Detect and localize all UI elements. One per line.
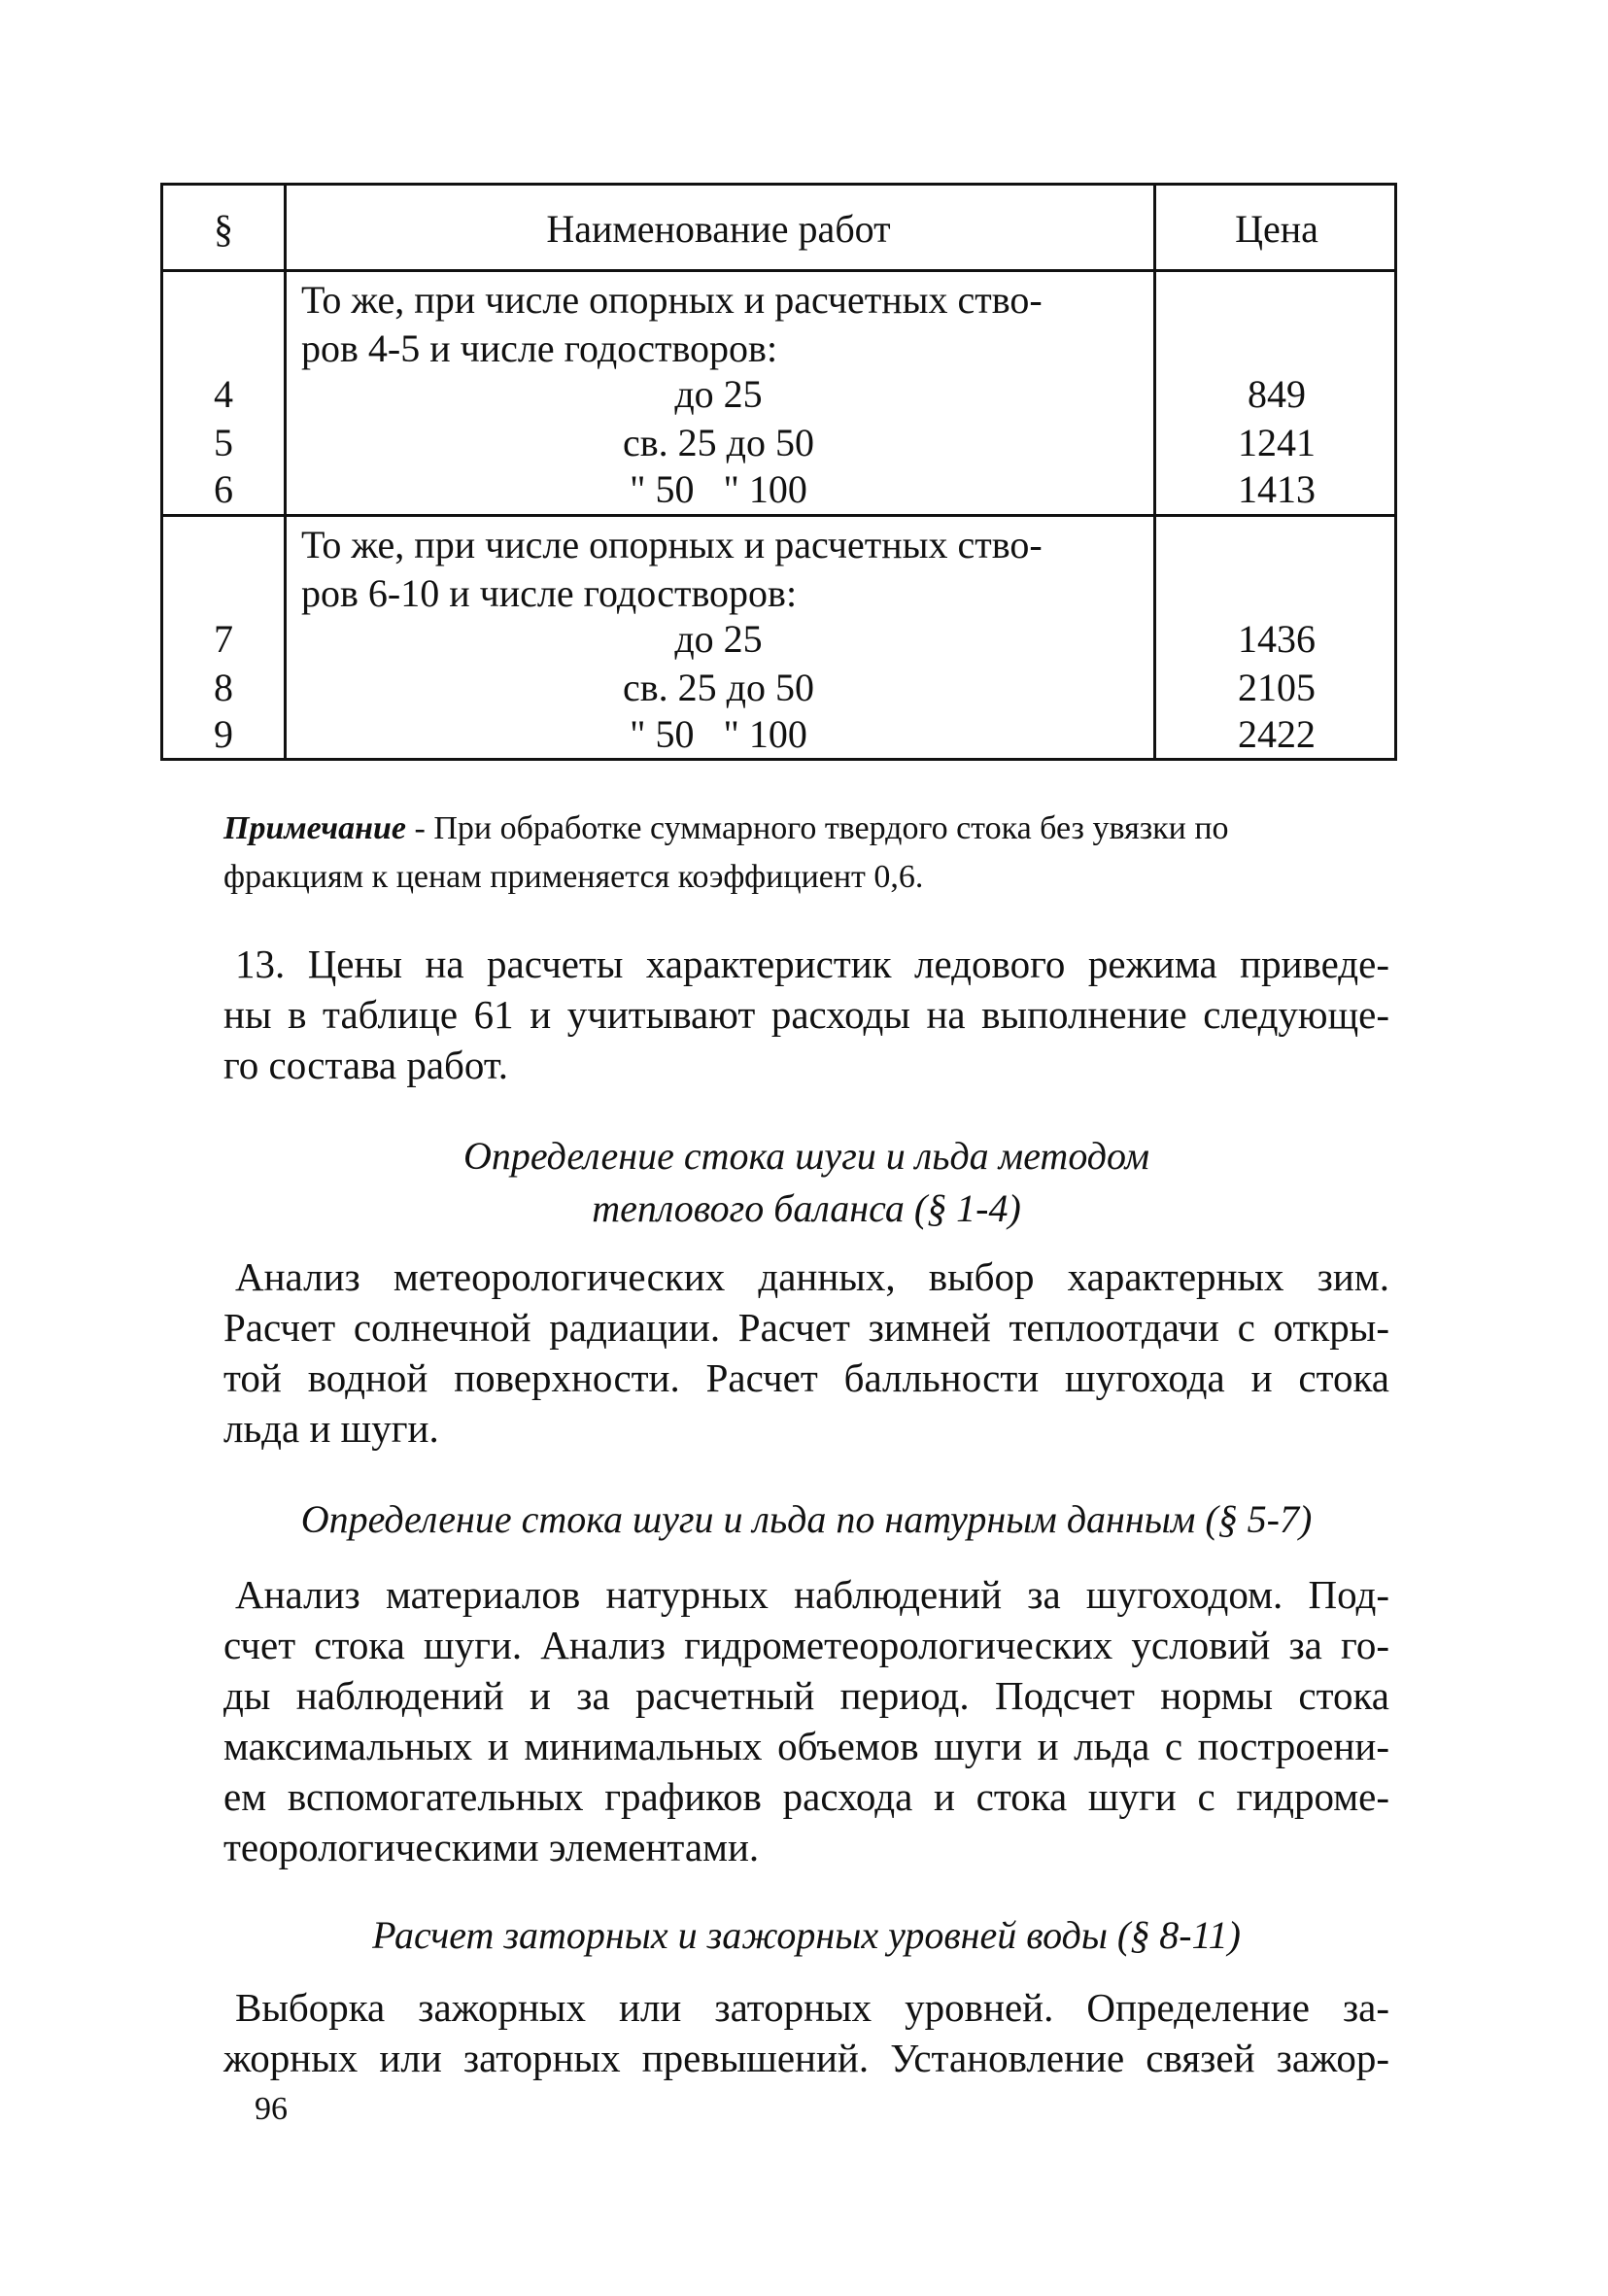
heading-line: Определение стока шуги и льда по натурным данным (§ 5-7) xyxy=(300,1497,1313,1541)
text-line: 13. Цены на расчеты характеристик ледового режима приведе- xyxy=(235,942,1389,986)
text-line: счет стока шуги. Анализ гидрометеорологических условий за го- xyxy=(223,1623,1389,1667)
description-line: То же, при числе опорных и расчетных ство- xyxy=(301,278,1043,322)
heading-line: Определение стока шуги и льда методом xyxy=(462,1134,1150,1178)
section-heading xyxy=(223,1909,1389,1962)
row-price: 2422 xyxy=(1238,712,1316,756)
row-number: 8 xyxy=(214,666,233,709)
text-line: жорных или заторных превышений. Установление связей зажор- xyxy=(223,2036,1389,2080)
row-price: 1413 xyxy=(1238,467,1316,511)
price-table xyxy=(160,183,1397,761)
heading-line: теплового баланса (§ 1-4) xyxy=(592,1186,1021,1230)
description-line: ров 6-10 и числе годостворов: xyxy=(301,571,798,615)
text-line: Анализ метеорологических данных, выбор характерных зим. xyxy=(235,1254,1389,1299)
section-paragraph xyxy=(223,1251,1389,1454)
row-number: 9 xyxy=(214,712,233,756)
group-description xyxy=(301,521,1146,618)
header-name: Наименование работ xyxy=(546,207,891,251)
header-price: Цена xyxy=(1235,207,1318,251)
row-number: 5 xyxy=(214,421,233,464)
heading-line: Расчет заторных и зажорных уровней воды (§ 8-11) xyxy=(372,1913,1241,1957)
text-line: теорологическими элементами. xyxy=(223,1825,760,1869)
row-price: 1436 xyxy=(1238,617,1316,661)
row-name: до 25 xyxy=(674,617,763,661)
text-line: ем вспомогательных графиков расхода и стока шуги с гидроме- xyxy=(223,1774,1389,1819)
text-line: максимальных и минимальных объемов шуги и льда с построени- xyxy=(223,1724,1389,1768)
row-name: св. 25 до 50 xyxy=(623,666,814,709)
row-name: " 50 " 100 xyxy=(630,467,807,511)
row-number: 7 xyxy=(214,617,233,661)
description-line: То же, при числе опорных и расчетных ство- xyxy=(301,523,1043,566)
note-line xyxy=(223,805,1389,853)
text-line: той водной поверхности. Расчет балльности шугохода и стока xyxy=(223,1355,1389,1400)
paragraph-13 xyxy=(223,939,1389,1090)
table-note xyxy=(223,805,1389,902)
section-paragraph xyxy=(223,1569,1389,1872)
row-price: 849 xyxy=(1248,372,1306,416)
group-description xyxy=(301,276,1146,373)
table-divider xyxy=(163,269,1394,272)
text-line: Расчет солнечной радиации. Расчет зимней теплоотдачи с откры- xyxy=(223,1305,1389,1350)
section-heading xyxy=(223,1130,1389,1235)
text-line: ды наблюдений и за расчетный период. Подсчет нормы стока xyxy=(223,1673,1389,1718)
row-price: 2105 xyxy=(1238,666,1316,709)
text-line: льда и шуги. xyxy=(223,1406,439,1451)
row-name: " 50 " 100 xyxy=(630,712,807,756)
row-name: св. 25 до 50 xyxy=(623,421,814,464)
note-text: - При обработке суммарного твердого стока без увязки по xyxy=(406,810,1229,846)
text-line: Выборка зажорных или заторных уровней. Определение за- xyxy=(235,1985,1389,2030)
row-price: 1241 xyxy=(1238,421,1316,464)
table-divider xyxy=(163,514,1394,517)
header-section: § xyxy=(214,207,233,251)
note-label: Примечание xyxy=(223,810,407,846)
text-line: го состава работ. xyxy=(223,1043,508,1087)
text-line: ны в таблице 61 и учитывают расходы на выполнение следующе- xyxy=(223,992,1389,1037)
text-line: Анализ материалов натурных наблюдений за шугоходом. Под- xyxy=(235,1572,1389,1617)
description-line: ров 4-5 и числе годостворов: xyxy=(301,326,778,370)
note-line: фракциям к ценам применяется коэффициент 0,6. xyxy=(223,859,924,895)
section-heading xyxy=(223,1493,1389,1546)
row-number: 4 xyxy=(214,372,233,416)
page-number: 96 xyxy=(255,2091,288,2127)
section-paragraph xyxy=(223,1982,1389,2083)
row-number: 6 xyxy=(214,467,233,511)
row-name: до 25 xyxy=(674,372,763,416)
